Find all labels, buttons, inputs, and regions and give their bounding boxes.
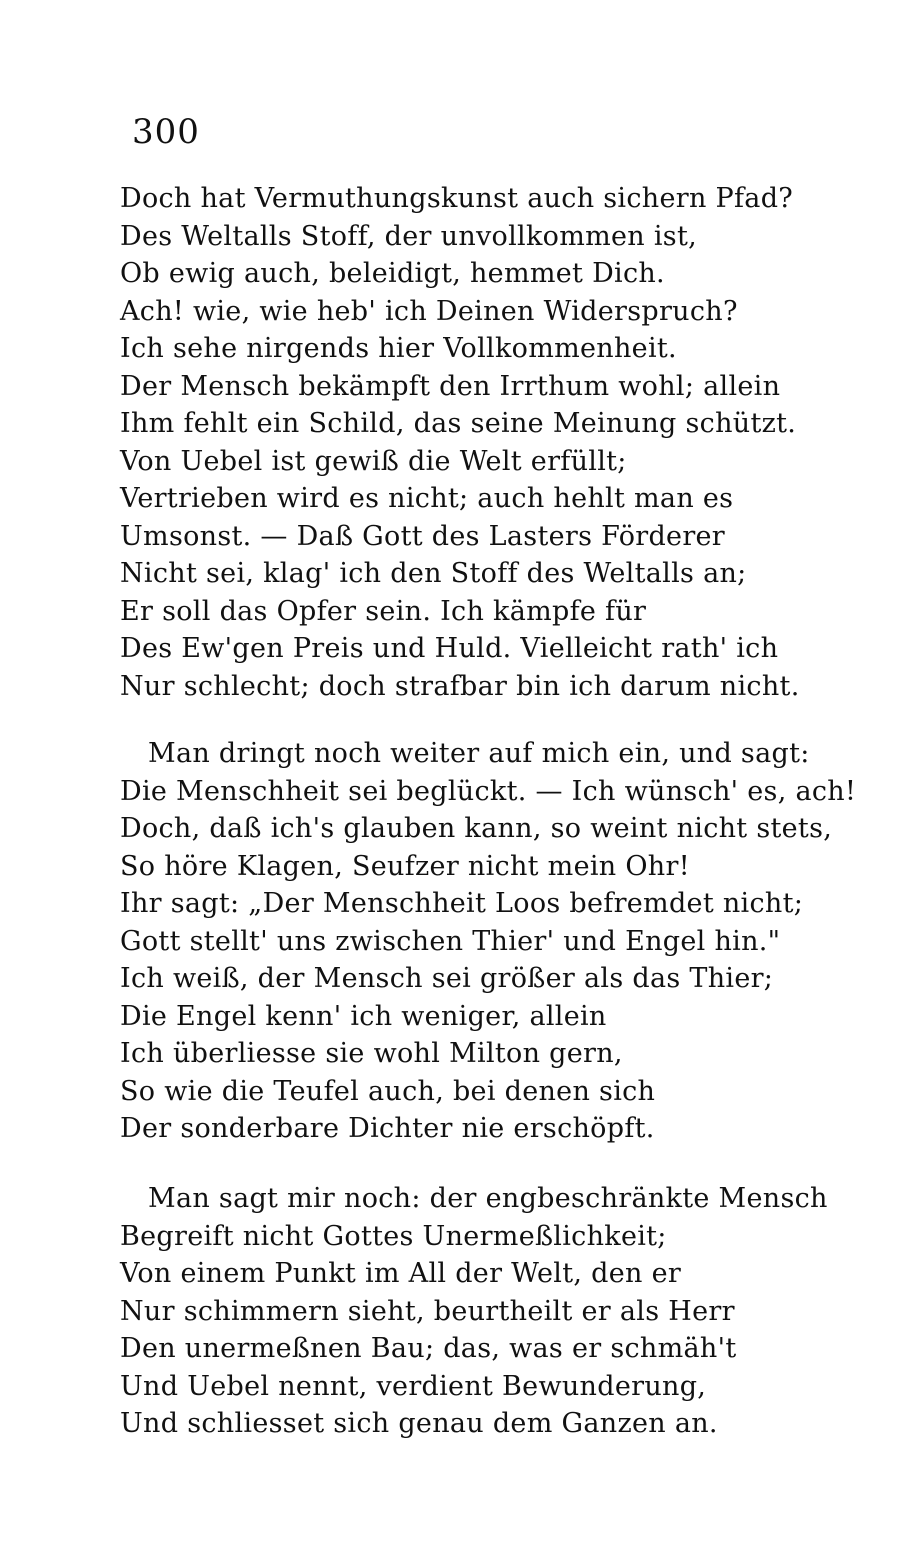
- verse-line: Der sonderbare Dichter nie erschöpft.: [120, 1113, 655, 1144]
- verse-line: Begreift nicht Gottes Unermeßlichkeit;: [120, 1220, 667, 1252]
- verse-line: Die Menschheit sei beglückt. — Ich wünsch' es, ach!: [120, 775, 857, 807]
- verse-line: Von einem Punkt im All der Welt, den er: [120, 1258, 682, 1289]
- verse-line: Nur schimmern sieht, beurtheilt er als Herr: [120, 1295, 735, 1327]
- verse-line: Des Weltalls Stoff, der unvollkommen ist,: [120, 220, 697, 252]
- verse-line: Nur schlecht; doch strafbar bin ich darum nicht.: [120, 670, 800, 702]
- page-number: 300: [132, 112, 200, 152]
- verse-line: Ach! wie, wie heb' ich Deinen Widerspruch?: [120, 295, 738, 327]
- stanza-1: [120, 180, 820, 705]
- verse-line: Gott stellt' uns zwischen Thier' und Engel hin.": [120, 925, 781, 957]
- verse-line: Doch hat Vermuthungskunst auch sichern Pfad?: [120, 183, 794, 214]
- verse-line: Ihr sagt: „Der Menschheit Loos befremdet nicht;: [120, 888, 804, 919]
- verse-line: Ob ewig auch, beleidigt, hemmet Dich.: [120, 258, 665, 289]
- verse-line: Von Uebel ist gewiß die Welt erfüllt;: [120, 445, 627, 477]
- verse-line: Man sagt mir noch: der engbeschränkte Mensch: [148, 1183, 828, 1214]
- verse-line: Der Mensch bekämpft den Irrthum wohl; allein: [120, 370, 781, 402]
- verse-line: Vertrieben wird es nicht; auch hehlt man es: [120, 483, 734, 514]
- verse-line: Doch, daß ich's glauben kann, so weint nicht stets,: [120, 813, 833, 844]
- verse-line: Ich weiß, der Mensch sei größer als das Thier;: [120, 963, 774, 994]
- verse-line: Nicht sei, klag' ich den Stoff des Weltalls an;: [120, 558, 747, 589]
- verse-line: Und Uebel nennt, verdient Bewunderung,: [120, 1370, 707, 1402]
- stanza-3: [120, 1180, 828, 1443]
- verse-line: Er soll das Opfer sein. Ich kämpfe für: [120, 595, 647, 627]
- verse-line: Ihm fehlt ein Schild, das seine Meinung schützt.: [120, 408, 797, 439]
- verse-line: Man dringt noch weiter auf mich ein, und sagt:: [148, 738, 810, 769]
- verse-line: So höre Klagen, Seufzer nicht mein Ohr!: [120, 850, 690, 882]
- verse-line: Die Engel kenn' ich weniger, allein: [120, 1000, 607, 1032]
- stanza-2: [120, 735, 857, 1148]
- verse-line: Des Ew'gen Preis und Huld. Vielleicht rath' ich: [120, 633, 779, 664]
- verse-line: So wie die Teufel auch, bei denen sich: [120, 1075, 656, 1107]
- verse-line: Den unermeßnen Bau; das, was er schmäh't: [120, 1333, 737, 1364]
- verse-line: Umsonst. — Daß Gott des Lasters Förderer: [120, 520, 726, 552]
- verse-line: Ich überliesse sie wohl Milton gern,: [120, 1038, 623, 1069]
- verse-line: Ich sehe nirgends hier Vollkommenheit.: [120, 333, 677, 364]
- verse-line: Und schliesset sich genau dem Ganzen an.: [120, 1408, 718, 1439]
